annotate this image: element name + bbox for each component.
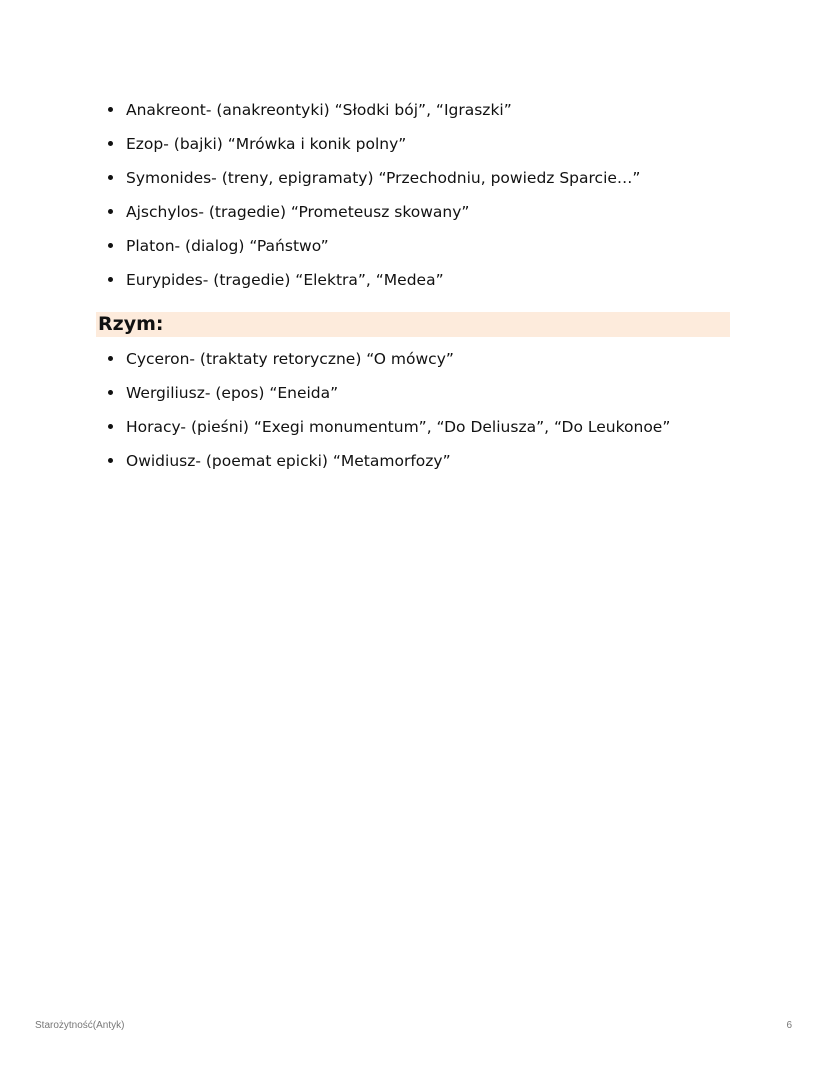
roman-authors-list	[108, 346, 788, 482]
list-item: Cyceron- (traktaty retoryczne) “O mówcy”	[108, 346, 788, 380]
list-item: Ezop- (bajki) “Mrówka i konik polny”	[108, 131, 788, 165]
list-item: Eurypides- (tragedie) “Elektra”, “Medea”	[108, 267, 788, 301]
list-item: Symonides- (treny, epigramaty) “Przechodniu, powiedz Sparcie…”	[108, 165, 788, 199]
list-item: Wergiliusz- (epos) “Eneida”	[108, 380, 788, 414]
list-item: Platon- (dialog) “Państwo”	[108, 233, 788, 267]
list-item: Anakreont- (anakreontyki) “Słodki bój”, “Igraszki”	[108, 97, 788, 131]
footer-page-number: 6	[786, 1020, 792, 1031]
section-heading-rome: Rzym:	[96, 312, 730, 337]
greek-authors-list	[108, 97, 788, 301]
list-item: Horacy- (pieśni) “Exegi monumentum”, “Do Deliusza”, “Do Leukonoe”	[108, 414, 788, 448]
list-item: Ajschylos- (tragedie) “Prometeusz skowany”	[108, 199, 788, 233]
footer-document-title: Starożytność(Antyk)	[35, 1020, 125, 1031]
list-item: Owidiusz- (poemat epicki) “Metamorfozy”	[108, 448, 788, 482]
